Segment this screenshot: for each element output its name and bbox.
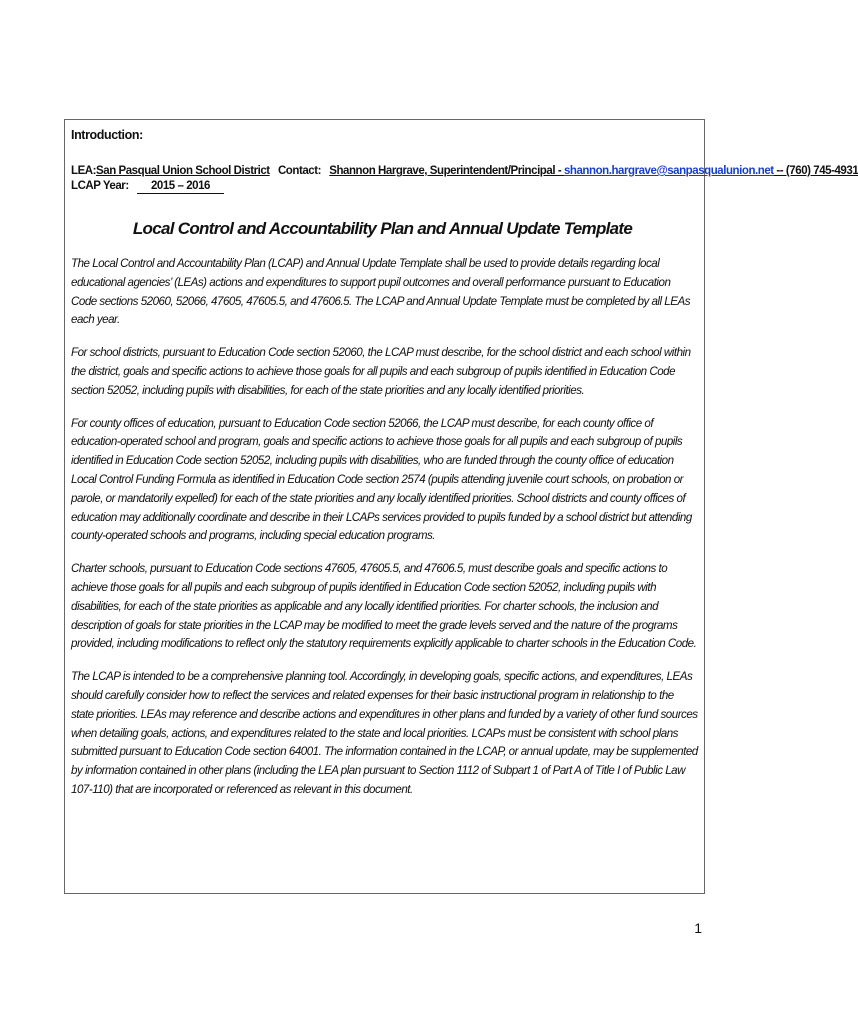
lea-line xyxy=(71,164,858,179)
document-title: Local Control and Accountability Plan and Annual Update Template xyxy=(132,219,633,238)
paragraph-school-districts: For school districts, pursuant to Education Code section 52060, the LCAP must describe, for the school district and each school within the district, goals and specific actions to achieve those goals for all pupils and each subgroup of pupils identified in Education Code section 52052, including pupils with disabilities, for each of the state priorities and any locally identified priorities. xyxy=(71,346,691,397)
lea-name: San Pasqual Union School District xyxy=(96,165,270,177)
contact-phone: -- (760) 745-4931 xyxy=(773,165,858,177)
lcap-year-value: 2015 – 2016 xyxy=(137,180,224,194)
contact-name: Shannon Hargrave, Superintendent/Principal - xyxy=(329,165,564,177)
contact-label: Contact: xyxy=(277,165,321,177)
introduction-heading: Introduction: xyxy=(71,128,143,142)
lea-label: LEA: xyxy=(71,165,97,177)
lcap-year-line xyxy=(71,179,704,194)
paragraph-county-offices: For county offices of education, pursuant to Education Code section 52066, the LCAP must describe, for each county office of education-operated school and program, goals and specific actions to achieve those goals for all pupils and each subgroup of pupils identified in Education Code section 52052, including pupils with disabilities, who are funded through the county office of education Local Control Funding Formula as identified in Education Code section 2574 (pupils attending juvenile court schools, on probation or parole, or mandatorily expelled) for each of the state priorities and any locally identified priorities. School districts and county offices of education may additionally coordinate and describe in their LCAPs services provided to pupils funded by a school district but attending county-operated schools and programs, including special education programs. xyxy=(71,416,692,543)
page-number: 1 xyxy=(694,920,702,936)
paragraph-planning-tool: The LCAP is intended to be a comprehensive planning tool. Accordingly, in developing goals, specific actions, and expenditures, LEAs should carefully consider how to reflect the services and related expenses for their basic instructional program in relationship to the state priorities. LEAs may reference and describe actions and expenditures in other plans and funded by a variety of other fund sources when detailing goals, actions, and expenditures related to the state and local priorities. LCAPs must be consistent with school plans submitted pursuant to Education Code section 64001. The information contained in the LCAP, or annual update, may be supplemented by information contained in other plans (including the LEA plan pursuant to Section 1112 of Subpart 1 of Part A of Title I of Public Law 107-110) that are incorporated or referenced as relevant in this document. xyxy=(71,670,698,796)
lcap-year-label: LCAP Year: xyxy=(71,180,129,192)
paragraph-purpose: The Local Control and Accountability Plan (LCAP) and Annual Update Template shall be used to provide details regarding local educational agencies’ (LEAs) actions and expenditures to support pupil outcomes and overall performance pursuant to Education Code sections 52060, 52066, 47605, 47605.5, and 47606.5. The LCAP and Annual Update Template must be completed by all LEAs each year. xyxy=(71,257,690,327)
contact-email-link[interactable]: shannon.hargrave@sanpasqualunion.net xyxy=(563,165,774,177)
document-frame xyxy=(64,119,858,894)
paragraph-charter-schools: Charter schools, pursuant to Education Code sections 47605, 47605.5, and 47606.5, must describe goals and specific actions to achieve those goals for all pupils and each subgroup of pupils identified in Education Code section 52052, including pupils with disabilities, for each of the state priorities as applicable and any locally identified priorities. For charter schools, the inclusion and description of goals for state priorities in the LCAP may be modified to meet the grade levels served and the nature of the programs provided, including modifications to reflect only the statutory requirements explicitly applicable to charter schools in the Education Code. xyxy=(71,562,697,651)
